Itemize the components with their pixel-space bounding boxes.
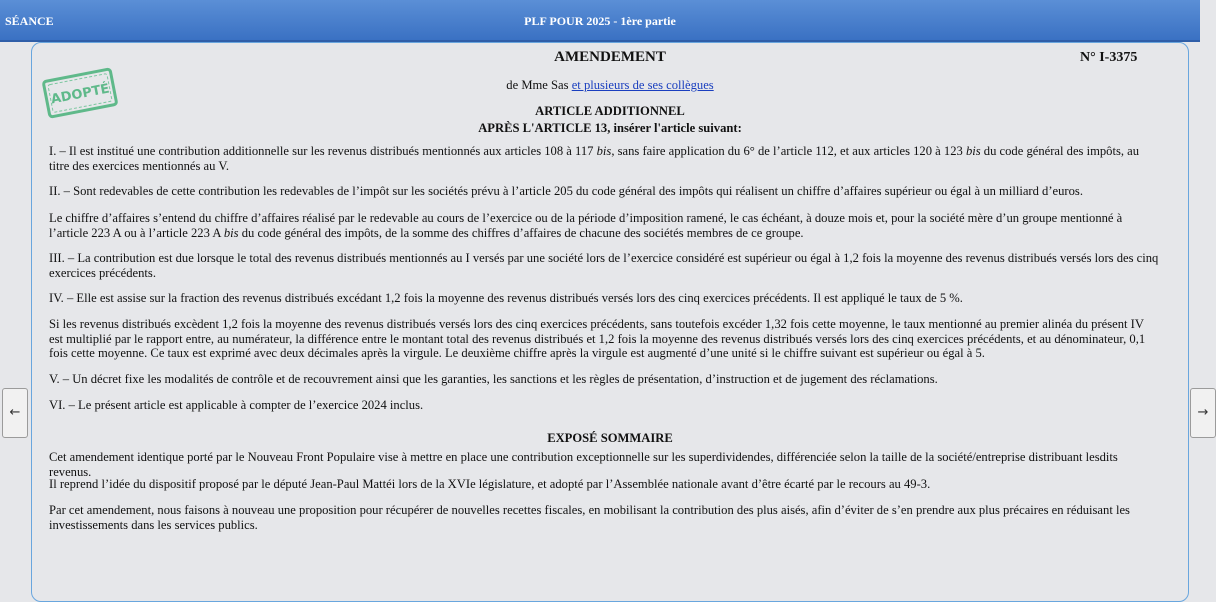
document-title: PLF POUR 2025 - 1ère partie [524,14,676,28]
stamp-text: ADOPTÉ [49,81,111,108]
arrow-right-icon: → [1197,405,1209,420]
previous-amendment-button[interactable] [2,388,28,438]
next-amendment-button[interactable] [1190,388,1216,438]
summary-paragraph-3: Par cet amendement, nous faisons à nouveau une proposition pour récupérer de nouvelles recettes fiscales, en mobilisant la contribution des plus aisés, afin d’éviter de s’en prendre aux plus précaires en réduisant les investissements dans les services publics. [49,503,1130,532]
summary-paragraph-2: Il reprend l’idée du dispositif proposé par le député Jean-Paul Mattéi lors de la XVIe législature, et adopté par l’Assemblée nationale avant d’être écarté par le recours au 49-3. [49,477,931,491]
arrow-left-icon: ← [9,405,21,420]
paragraph-v: V. – Un décret fixe les modalités de contrôle et de recouvrement ainsi que les garanties, les sanctions et les règles de présentation, d’instruction et de jugement des réclamations. [49,372,938,386]
amendment-number: N° I-3375 [1080,50,1138,65]
top-header-bar [0,0,1200,42]
paragraph-ii: II. – Sont redevables de cette contribution les redevables de l’impôt sur les sociétés prévu à l’article 205 du code général des impôts qui réalisent un chiffre d’affaires supérieur ou égal à un milliard d’euros. [49,184,1083,198]
summary-heading: EXPOSÉ SOMMAIRE [547,431,673,445]
paragraph-i: I. – Il est institué une contribution additionnelle sur les revenus distribués mentionnés aux articles 108 à 117 bis, sans faire application du 6° de l’article 112, et aux articles 120 à 123 bis du code général des impôts, au titre des exercices mentionnés au V. [49,144,1140,173]
authors-prefix: de Mme Sas [506,78,572,92]
colleagues-link[interactable]: et plusieurs de ses collègues [571,78,714,92]
paragraph-vi: VI. – Le présent article est applicable à compter de l’exercice 2024 inclus. [49,398,424,412]
paragraph-iv: IV. – Elle est assise sur la fraction des revenus distribués excédant 1,2 fois la moyenne des revenus distribués versés lors des cinq exercices précédents. Il est appliqué le taux de 5 %. [49,291,963,305]
summary-paragraph-1: Cet amendement identique porté par le Nouveau Front Populaire vise à mettre en place une contribution exceptionnelle sur les superdividendes, différenciée selon la taille de la société/entreprise distribuant lesdits revenus. [49,450,1118,479]
authors-line [380,78,840,93]
paragraph-iv-rate: Si les revenus distribués excèdent 1,2 fois la moyenne des revenus distribués versés lors des cinq exercices précédents, sans toutefois excéder 1,32 fois cette moyenne, le taux mentionné au premier alinéa du présent IV est multiplié par le rapport entre, au numérateur, la différence entre le montant total des revenus distribués et 1,2 fois la moyenne des revenus distribués versés lors des cinq exercices précédents, et au dénominateur, 0,1 fois cette moyenne. Ce taux est exprimé avec deux décimales après la virgule. Le deuxième chiffre après la virgule est augmenté d’une unité si le chiffre suivant est supérieur ou égal à 5. [49,317,1146,360]
seance-label: SÉANCE [5,14,54,28]
article-location-heading: APRÈS L'ARTICLE 13, insérer l'article suivant: [478,121,742,135]
article-type-heading: ARTICLE ADDITIONNEL [535,104,685,118]
amendment-heading: AMENDEMENT [554,49,666,65]
paragraph-iii: III. – La contribution est due lorsque le total des revenus distribués mentionnés au I versés par une société lors de l’exercice considéré est supérieur ou égal à 1,2 fois la moyenne des revenus distribués versés lors des cinq exercices précédents. [49,251,1159,280]
paragraph-ii-turnover: Le chiffre d’affaires s’entend du chiffre d’affaires réalisé par le redevable au cours de l’exercice ou de la période d’imposition ramené, le cas échéant, à douze mois et, pour la société mère d’un groupe mentionné à l’article 223 A ou à l’article 223 A bis du code général des impôts, de la somme des chiffres d’affaires de chacune des sociétés membres de ce groupe. [49,211,1123,240]
